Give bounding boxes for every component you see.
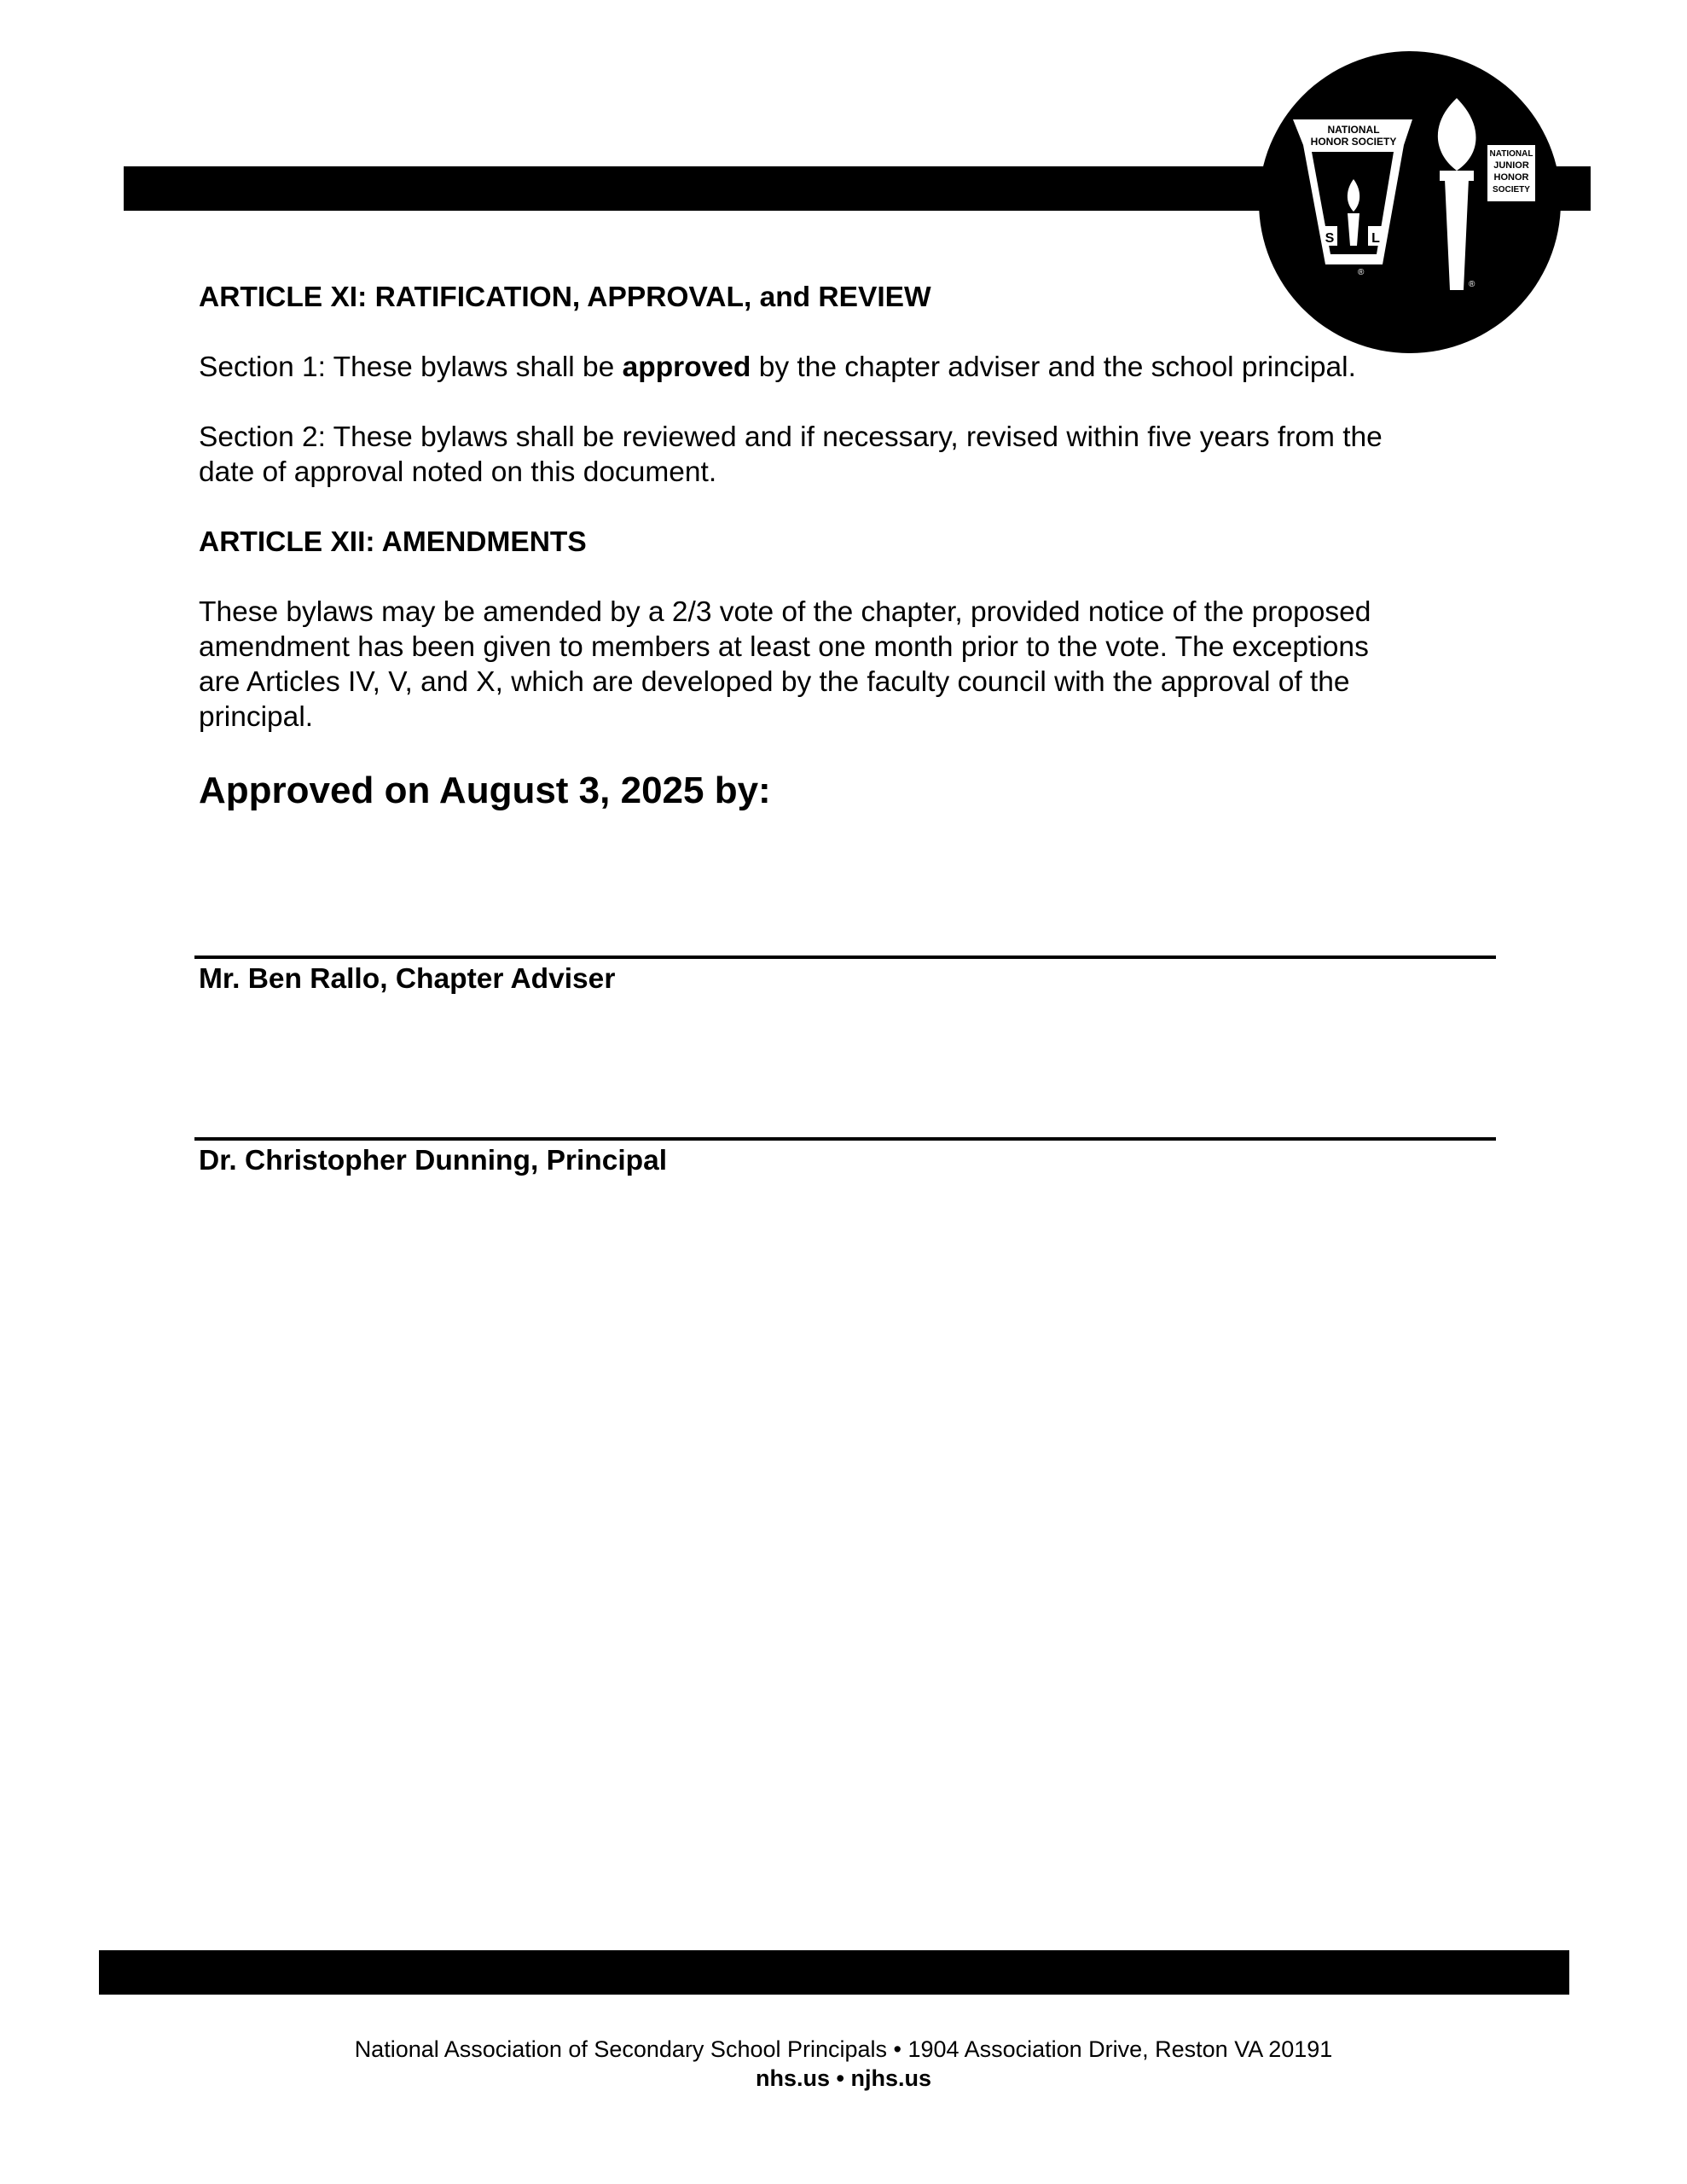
section-2-line: date of approval noted on this document. — [199, 456, 717, 488]
logo-njhs-line2: JUNIOR — [1493, 160, 1529, 171]
svg-text:S: S — [1325, 231, 1335, 246]
logo-nhs-line1: NATIONAL — [1327, 124, 1380, 136]
amendments-line: principal. — [199, 701, 314, 733]
section-2-line: Section 2: These bylaws shall be reviewed and if necessary, revised within five years from the — [199, 421, 1383, 453]
article-11-heading: ARTICLE XI: RATIFICATION, APPROVAL, and REVIEW — [199, 282, 931, 313]
article-12-heading: ARTICLE XII: AMENDMENTS — [199, 526, 587, 558]
section-1-bold-word: approved — [622, 351, 751, 383]
logo-njhs-line4: SOCIETY — [1493, 185, 1530, 195]
signatory-adviser: Mr. Ben Rallo, Chapter Adviser — [199, 963, 616, 995]
amendments-line: amendment has been given to members at least one month prior to the vote. The exceptions — [199, 631, 1369, 663]
signature-line-adviser — [194, 956, 1496, 959]
article-11-section-1 — [199, 350, 1529, 385]
amendments-line: These bylaws may be amended by a 2/3 vote of the chapter, provided notice of the proposed — [199, 596, 1371, 628]
approval-heading: Approved on August 3, 2025 by: — [199, 770, 771, 811]
footer-websites: nhs.us • njhs.us — [756, 2065, 931, 2091]
logo-njhs-line1: NATIONAL — [1489, 149, 1533, 159]
amendments-line: are Articles IV, V, and X, which are developed by the faculty council with the approval of the — [199, 666, 1350, 698]
logo-njhs-line3: HONOR — [1493, 172, 1529, 183]
svg-text:L: L — [1371, 231, 1380, 246]
section-1-text-start: Section 1: These bylaws shall be — [199, 351, 623, 383]
svg-text:®: ® — [1469, 280, 1475, 289]
footer-bar — [99, 1950, 1569, 1995]
section-1-text-end: by the chapter adviser and the school principal. — [751, 351, 1356, 383]
signatory-principal: Dr. Christopher Dunning, Principal — [199, 1145, 668, 1176]
svg-text:®: ® — [1358, 268, 1365, 277]
logo-nhs-line2: HONOR SOCIETY — [1310, 136, 1397, 148]
footer-address: National Association of Secondary School Principals • 1904 Association Drive, Reston VA 20191 — [354, 2036, 1333, 2062]
article-11-section-2 — [199, 420, 1529, 490]
signature-line-principal — [194, 1137, 1496, 1141]
article-12-body — [199, 595, 1529, 735]
